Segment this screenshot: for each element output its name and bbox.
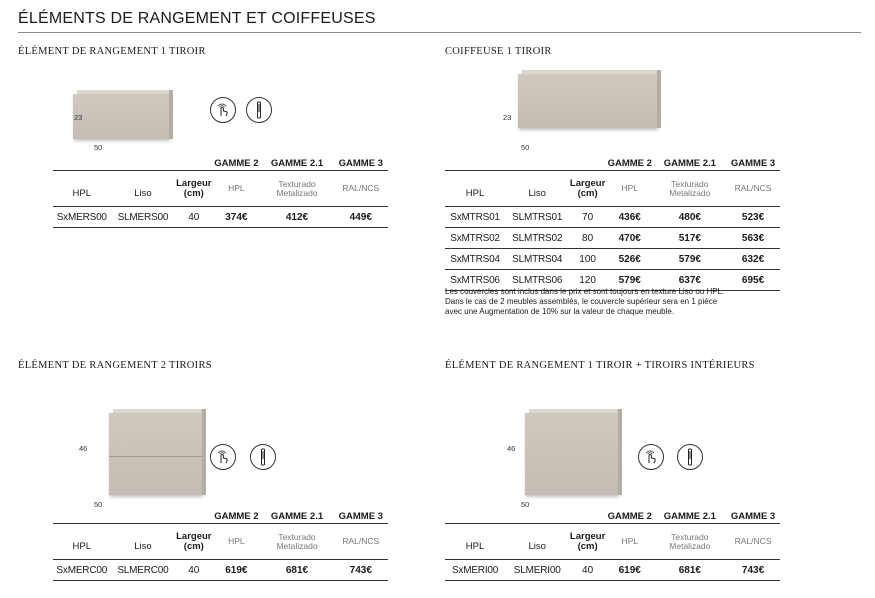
dim-width: 50 [94, 143, 103, 152]
price-table [53, 157, 388, 228]
texturado-sub-header: Texturado Metalizado [654, 171, 727, 207]
dim-width: 50 [94, 500, 103, 509]
dim-height: 23 [503, 113, 512, 122]
hpl-col-header: HPL [53, 524, 111, 560]
liso-col-header: Liso [111, 171, 176, 207]
push-open-icon [210, 97, 236, 123]
largeur-col-header: Largeur (cm) [175, 171, 212, 207]
push-open-icon [638, 444, 664, 470]
price-table [53, 510, 388, 581]
hpl-col-header: HPL [445, 524, 505, 560]
ral-sub-header: RAL/NCS [726, 524, 780, 560]
price-table [445, 510, 780, 581]
handle-icon [677, 444, 703, 470]
handle-icon [246, 97, 272, 123]
gamme21-header: GAMME 2.1 [654, 510, 727, 524]
texturado-sub-header: Texturado Metalizado [260, 524, 333, 560]
hpl-col-header: HPL [53, 171, 111, 207]
dim-width: 50 [521, 143, 530, 152]
gamme21-header: GAMME 2.1 [260, 157, 333, 171]
table-row: SxMTRS02 SLMTRS02 80 470€ 517€ 563€ [445, 228, 780, 249]
liso-col-header: Liso [111, 524, 176, 560]
note-text: Les couvercles sont inclus dans le prix et sont toujours en texture Liso ou HPL. Dans le cas de 2 meubles assemblés, le couvercle supérieur sera en 1 pièce avec une Augmentation de 10% sur la valeur de chaque meuble. [445, 287, 725, 316]
gamme2-header: GAMME 2 [214, 511, 259, 522]
price-table [445, 157, 780, 291]
gamme21-header: GAMME 2.1 [260, 510, 333, 524]
dim-height: 46 [507, 444, 516, 453]
table-row: SxMTRS06 SLMTRS06 120 579€ 637€ 695€ [445, 270, 780, 291]
gamme2-header: GAMME 2 [607, 158, 652, 169]
dim-height: 23 [74, 113, 83, 122]
gamme3-header: GAMME 3 [726, 510, 780, 524]
gamme3-header: GAMME 3 [334, 510, 388, 524]
section-title: ÉLÉMENT DE RANGEMENT 1 TIROIR + TIROIRS INTÉRIEURS [445, 360, 755, 371]
section-title: COIFFEUSE 1 TIROIR [445, 46, 552, 57]
push-open-icon [210, 444, 236, 470]
gamme3-header: GAMME 3 [726, 157, 780, 171]
hpl-col-header: HPL [445, 171, 505, 207]
largeur-col-header: Largeur (cm) [569, 171, 606, 207]
hpl-sub-header: HPL [212, 171, 260, 207]
section-title: ÉLÉMENT DE RANGEMENT 2 TIROIRS [18, 360, 212, 371]
section-title: ÉLÉMENT DE RANGEMENT 1 TIROIR [18, 46, 206, 57]
dim-width: 50 [521, 500, 530, 509]
section-storage-interior-drawers [445, 360, 790, 580]
page-title: ÉLÉMENTS DE RANGEMENT ET COIFFEUSES [18, 10, 376, 27]
section-storage-2-drawers [18, 360, 383, 580]
handle-icon [250, 444, 276, 470]
ral-sub-header: RAL/NCS [334, 524, 388, 560]
table-row: SxMTRS04 SLMTRS04 100 526€ 579€ 632€ [445, 249, 780, 270]
table-row: SxMERS00 SLMERS00 40 374€ 412€ 449€ [53, 207, 388, 228]
section-storage-1-drawer [18, 46, 383, 246]
table-row: SxMERC00 SLMERC00 40 619€ 681€ 743€ [53, 560, 388, 581]
liso-col-header: Liso [505, 524, 569, 560]
ral-sub-header: RAL/NCS [334, 171, 388, 207]
texturado-sub-header: Texturado Metalizado [260, 171, 333, 207]
ral-sub-header: RAL/NCS [726, 171, 780, 207]
hpl-sub-header: HPL [606, 171, 654, 207]
section-vanity-1-drawer [445, 46, 790, 336]
table-row: SxMTRS01 SLMTRS01 70 436€ 480€ 523€ [445, 207, 780, 228]
texturado-sub-header: Texturado Metalizado [654, 524, 727, 560]
hpl-sub-header: HPL [606, 524, 654, 560]
largeur-col-header: Largeur (cm) [175, 524, 212, 560]
gamme2-header: GAMME 2 [214, 158, 259, 169]
liso-col-header: Liso [505, 171, 569, 207]
title-divider [18, 32, 861, 33]
gamme3-header: GAMME 3 [334, 157, 388, 171]
gamme21-header: GAMME 2.1 [654, 157, 727, 171]
hpl-sub-header: HPL [212, 524, 260, 560]
largeur-col-header: Largeur (cm) [569, 524, 606, 560]
gamme2-header: GAMME 2 [607, 511, 652, 522]
dim-height: 46 [79, 444, 88, 453]
table-row: SxMERI00 SLMERI00 40 619€ 681€ 743€ [445, 560, 780, 581]
